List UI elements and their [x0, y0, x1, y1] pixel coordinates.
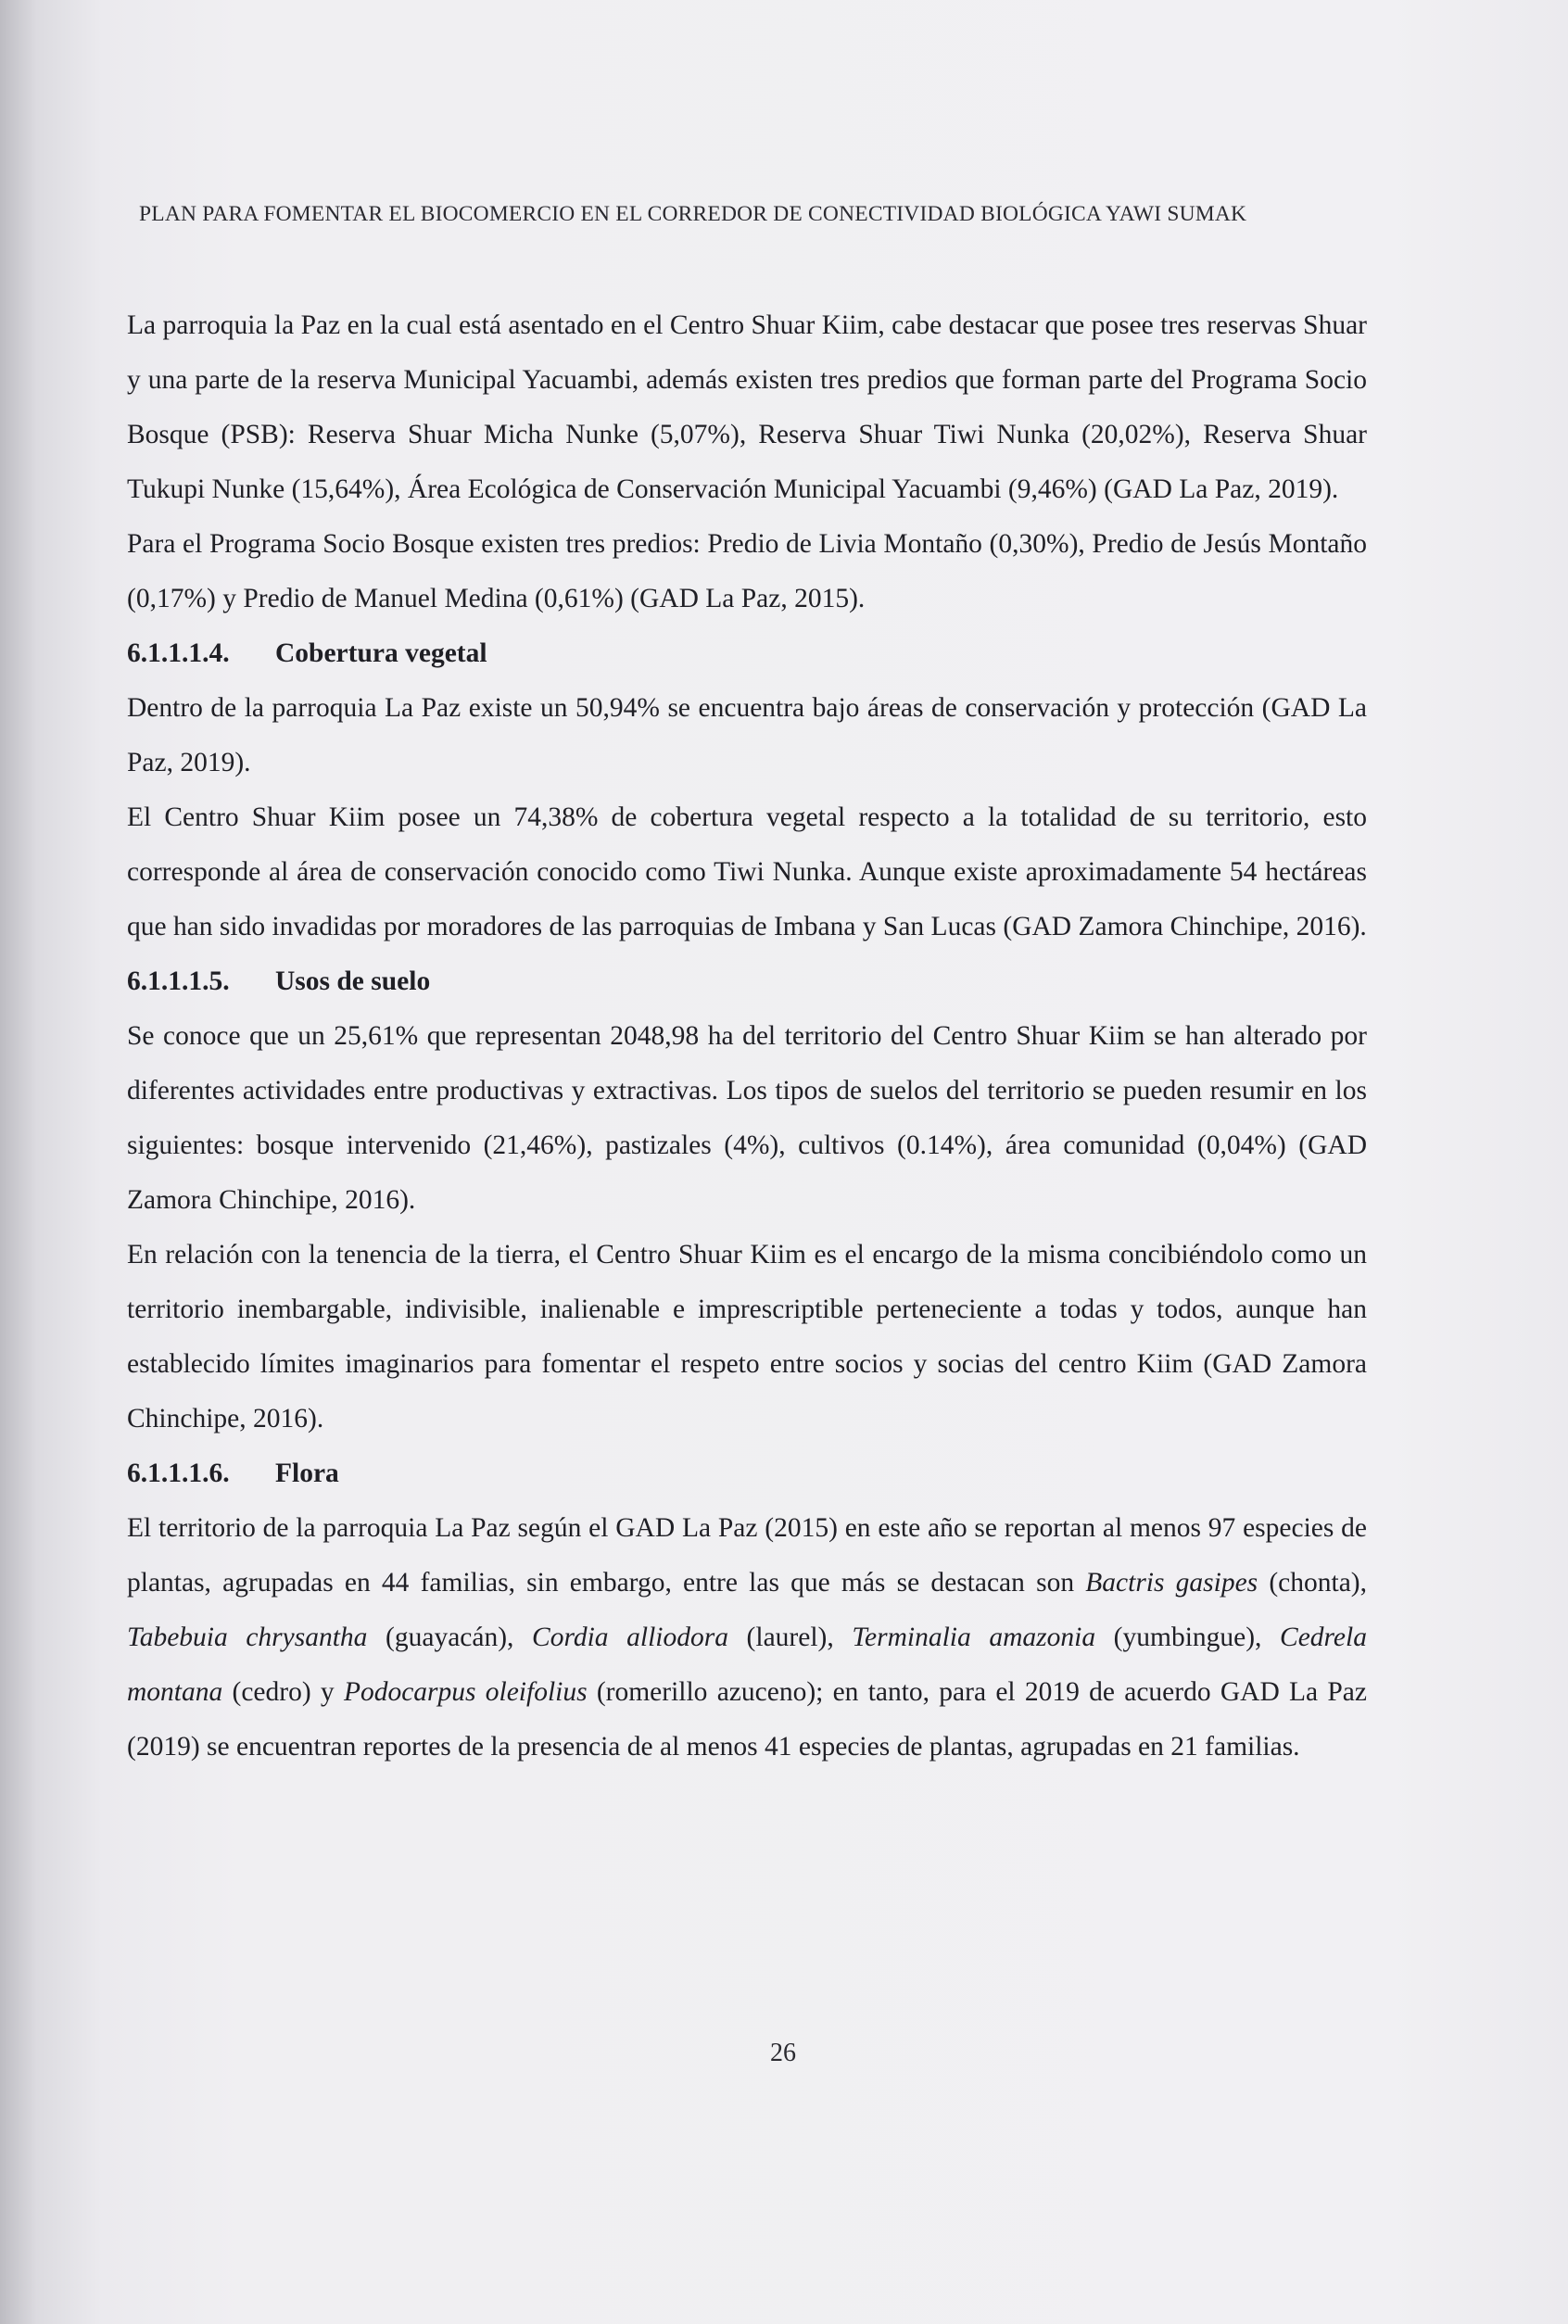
section-number: 6.1.1.1.5. — [127, 966, 230, 996]
species-name: Cedrela montana — [127, 1623, 1367, 1707]
flora-text: El territorio de la parroquia La Paz según el GAD La Paz (2015) en este año se reportan al menos 97 especies de plantas, agrupadas en 44 familias, sin embargo, entre las que más se destacan son — [127, 1513, 1367, 1598]
section-title: Flora — [275, 1459, 339, 1488]
species-name: Cordia alliodora — [532, 1623, 728, 1652]
section-heading-flora — [127, 1446, 1367, 1501]
body-text — [127, 298, 1367, 1775]
flora-text: (cedro) y — [222, 1677, 344, 1707]
species-name: Terminalia amazonia — [852, 1623, 1096, 1652]
section-heading-cobertura-vegetal — [127, 626, 1367, 681]
paragraph-conservation-area: Dentro de la parroquia La Paz existe un 50,94% se encuentra bajo áreas de conservación y protección (GAD La Paz, 2019). — [127, 693, 1367, 777]
flora-text: (romerillo azuceno); en tanto, para el 2019 de acuerdo GAD La Paz (2019) se encuentran reportes de la presencia de al menos 41 especies de plantas, agrupadas en 21 familias. — [127, 1677, 1367, 1762]
species-name: Podocarpus oleifolius — [343, 1677, 588, 1707]
paragraph-land-tenure: En relación con la tenencia de la tierra, el Centro Shuar Kiim es el encargo de la misma concibiéndolo como un territorio inembargable, indivisible, inalienable e imprescriptible perteneciente a todas y todos, aunque han establecido límites imaginarios para fomentar el respeto entre socios y socias del centro Kiim (GAD Zamora Chinchipe, 2016). — [127, 1240, 1367, 1434]
section-number: 6.1.1.1.6. — [127, 1459, 230, 1488]
section-title: Cobertura vegetal — [275, 638, 487, 668]
paragraph-socio-bosque-predios: Para el Programa Socio Bosque existen tres predios: Predio de Livia Montaño (0,30%), Predio de Jesús Montaño (0,17%) y Predio de Manuel Medina (0,61%) (GAD La Paz, 2015). — [127, 529, 1367, 613]
species-name: Bactris gasipes — [1085, 1568, 1258, 1598]
species-name: Tabebuia chrysantha — [127, 1623, 368, 1652]
section-heading-usos-de-suelo — [127, 954, 1367, 1009]
flora-text: (laurel), — [727, 1623, 853, 1652]
running-header: PLAN PARA FOMENTAR EL BIOCOMERCIO EN EL CORREDOR DE CONECTIVIDAD BIOLÓGICA YAWI SUMAK — [139, 202, 1247, 226]
flora-text: (chonta), — [1258, 1568, 1368, 1598]
section-number: 6.1.1.1.4. — [127, 638, 230, 668]
page-number: 26 — [770, 2039, 796, 2067]
paragraph-land-use: Se conoce que un 25,61% que representan 2048,98 ha del territorio del Centro Shuar Kiim se han alterado por diferentes actividades entre productivas y extractivas. Los tipos de suelos del territorio se pueden resumir en los siguientes: bosque intervenido (21,46%), pastizales (4%), cultivos (0.14%), área comunidad (0,04%) (GAD Zamora Chinchipe, 2016). — [127, 1021, 1367, 1215]
paragraph-vegetation-cover: El Centro Shuar Kiim posee un 74,38% de cobertura vegetal respecto a la totalidad de su territorio, esto corresponde al área de conservación conocido como Tiwi Nunka. Aunque existe aproximadamente 54 hectáreas que han sido invadidas por moradores de las parroquias de Imbana y San Lucas (GAD Zamora Chinchipe, 2016). — [127, 802, 1367, 941]
flora-text: (yumbingue), — [1095, 1623, 1281, 1652]
paragraph-la-paz-reserves: La parroquia la Paz en la cual está asentado en el Centro Shuar Kiim, cabe destacar que posee tres reservas Shuar y una parte de la reserva Municipal Yacuambi, además existen tres predios que forman parte del Programa Socio Bosque (PSB): Reserva Shuar Micha Nunke (5,07%), Reserva Shuar Tiwi Nunka (20,02%), Reserva Shuar Tukupi Nunke (15,64%), Área Ecológica de Conservación Municipal Yacuambi (9,46%) (GAD La Paz, 2019). — [127, 310, 1367, 504]
paragraph-flora — [127, 1501, 1367, 1775]
section-title: Usos de suelo — [275, 966, 431, 996]
flora-text: (guayacán), — [367, 1623, 533, 1652]
